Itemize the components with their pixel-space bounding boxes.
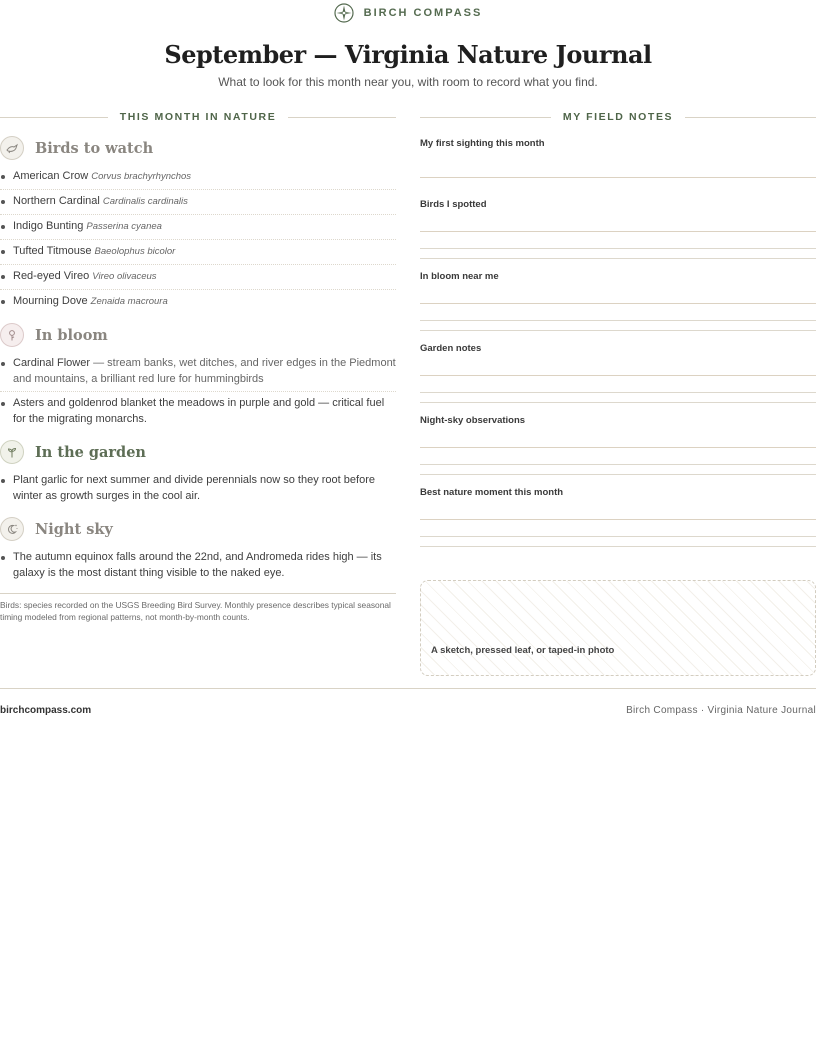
nature-heading-label: THIS MONTH IN NATURE bbox=[119, 111, 277, 123]
writing-line[interactable] bbox=[420, 210, 816, 232]
garden-list bbox=[0, 469, 396, 508]
footnote: Birds: species recorded on the USGS Breeding Bird Survey. Monthly presence describes typical seasonal timing modeled from regional patterns, not month-by-month counts. bbox=[0, 593, 396, 623]
night-sky-text: The autumn equinox falls around the 22nd, and Andromeda rides high — its galaxy is the most distant thing visible to the naked eye. bbox=[13, 551, 382, 579]
field-label: Best nature moment this month bbox=[420, 487, 564, 498]
field-label: In bloom near me bbox=[420, 271, 499, 282]
list-item bbox=[0, 469, 396, 508]
writing-line[interactable] bbox=[420, 465, 816, 475]
garden-text: Plant garlic for next summer and divide perennials now so they root before winter as growth surges in the cool air. bbox=[13, 474, 375, 502]
writing-line[interactable] bbox=[420, 249, 816, 259]
writing-line[interactable] bbox=[420, 321, 816, 331]
species-name: Mourning Dove bbox=[13, 295, 88, 307]
list-item bbox=[0, 240, 396, 265]
species-latin: Passerina cyanea bbox=[86, 221, 162, 232]
field-best-moment[interactable] bbox=[420, 487, 816, 547]
field-garden-notes[interactable] bbox=[420, 343, 816, 403]
species-name: Tufted Titmouse bbox=[13, 245, 92, 257]
field-notes-column bbox=[420, 138, 816, 547]
notes-heading-label: MY FIELD NOTES bbox=[562, 111, 674, 123]
compass-icon bbox=[334, 3, 354, 23]
field-label: Birds I spotted bbox=[420, 199, 487, 210]
footer-credit: Birch Compass · Virginia Nature Journal bbox=[626, 705, 816, 716]
field-label: My first sighting this month bbox=[420, 138, 545, 149]
bloom-list bbox=[0, 352, 396, 431]
category-title: Night sky bbox=[35, 520, 113, 538]
sketch-label: A sketch, pressed leaf, or taped-in photo bbox=[431, 645, 615, 656]
writing-line[interactable] bbox=[420, 393, 816, 403]
species-latin: Corvus brachyrhynchos bbox=[91, 171, 192, 182]
species-name: Northern Cardinal bbox=[13, 195, 100, 207]
category-birds bbox=[0, 136, 396, 160]
field-in-bloom[interactable] bbox=[420, 271, 816, 331]
field-label: Night-sky observations bbox=[420, 415, 526, 426]
brand-name: BIRCH COMPASS bbox=[363, 7, 483, 19]
writing-line[interactable] bbox=[420, 304, 816, 321]
page-title: September — Virginia Nature Journal bbox=[164, 40, 652, 69]
brand bbox=[0, 2, 816, 24]
nature-section-heading bbox=[0, 110, 396, 124]
bird-list bbox=[0, 165, 396, 314]
notes-section-heading bbox=[420, 110, 816, 124]
field-birds-spotted[interactable] bbox=[420, 199, 816, 259]
night-sky-list bbox=[0, 546, 396, 585]
list-item bbox=[0, 392, 396, 431]
footer-site: birchcompass.com bbox=[0, 705, 92, 716]
field-night-sky[interactable] bbox=[420, 415, 816, 475]
species-name: American Crow bbox=[13, 170, 89, 182]
field-first-sighting[interactable] bbox=[420, 138, 816, 178]
category-title: Birds to watch bbox=[35, 139, 154, 157]
list-item bbox=[0, 546, 396, 585]
species-latin: Cardinalis cardinalis bbox=[102, 196, 188, 207]
page-subtitle: What to look for this month near you, with room to record what you find. bbox=[218, 75, 598, 89]
sprout-icon bbox=[0, 440, 24, 464]
bloom-text: Asters and goldenrod blanket the meadows in purple and gold — critical fuel for the migrating monarchs. bbox=[13, 397, 385, 425]
writing-line[interactable] bbox=[420, 498, 816, 520]
list-item bbox=[0, 165, 396, 190]
writing-line[interactable] bbox=[420, 448, 816, 465]
list-item bbox=[0, 352, 396, 392]
writing-line[interactable] bbox=[420, 149, 816, 178]
category-title: In the garden bbox=[35, 443, 146, 461]
flower-icon bbox=[0, 323, 24, 347]
bloom-name: Cardinal Flower bbox=[13, 357, 91, 369]
writing-line[interactable] bbox=[420, 354, 816, 376]
category-night-sky bbox=[0, 517, 396, 541]
category-title: In bloom bbox=[35, 326, 108, 344]
writing-line[interactable] bbox=[420, 282, 816, 304]
moon-stars-icon bbox=[0, 517, 24, 541]
species-name: Indigo Bunting bbox=[13, 220, 84, 232]
field-label: Garden notes bbox=[420, 343, 482, 354]
category-garden bbox=[0, 440, 396, 464]
writing-line[interactable] bbox=[420, 537, 816, 547]
bird-icon bbox=[0, 136, 24, 160]
list-item bbox=[0, 290, 396, 314]
footer-divider bbox=[0, 688, 816, 689]
sketch-box[interactable] bbox=[420, 580, 816, 676]
list-item bbox=[0, 215, 396, 240]
list-item bbox=[0, 190, 396, 215]
category-bloom bbox=[0, 323, 396, 347]
bloom-description: — stream banks, wet ditches, and river edges in the Piedmont and mountains, a brilliant red lure for hummingbirds bbox=[13, 357, 396, 385]
writing-line[interactable] bbox=[420, 232, 816, 249]
writing-line[interactable] bbox=[420, 376, 816, 393]
writing-line[interactable] bbox=[420, 520, 816, 537]
list-item bbox=[0, 265, 396, 290]
species-latin: Vireo olivaceus bbox=[92, 271, 157, 282]
species-latin: Baeolophus bicolor bbox=[94, 246, 176, 257]
species-name: Red-eyed Vireo bbox=[13, 270, 90, 282]
nature-column bbox=[0, 136, 396, 594]
writing-line[interactable] bbox=[420, 426, 816, 448]
species-latin: Zenaida macroura bbox=[90, 296, 168, 307]
